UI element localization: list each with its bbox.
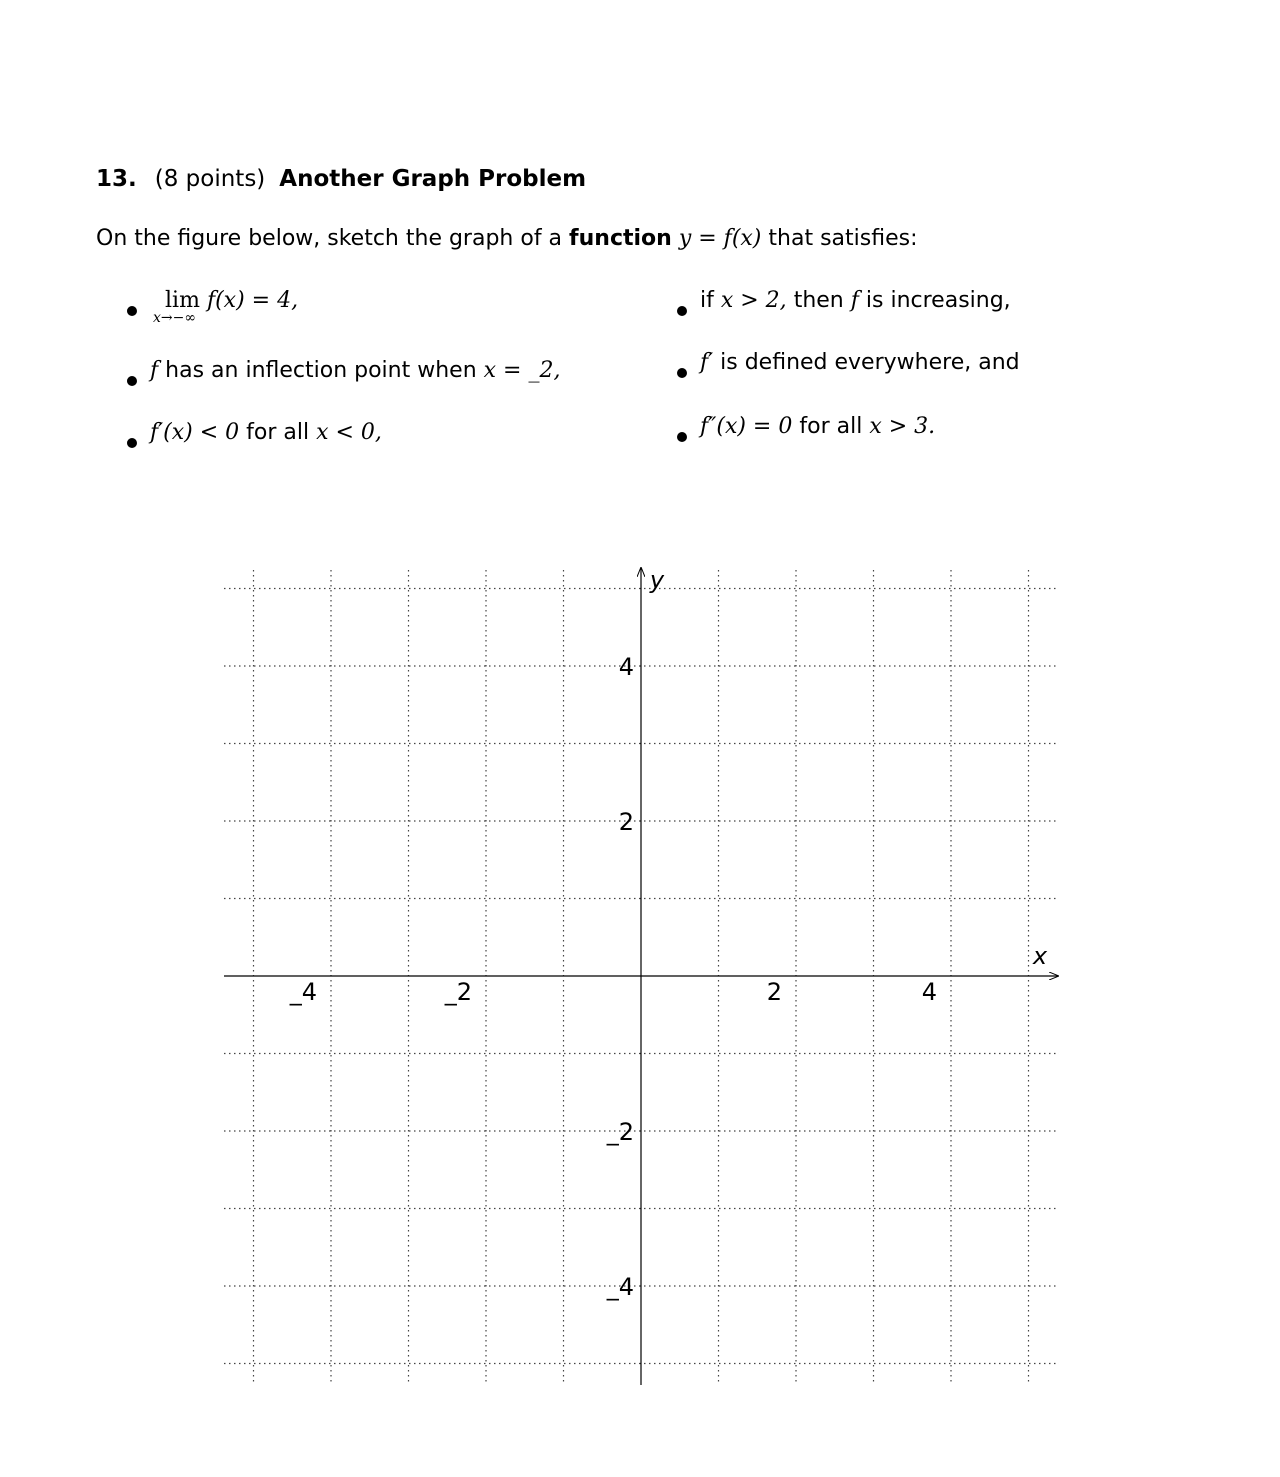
decreasing-math1: f′(x) < 0 [150,420,240,445]
intro-text-before: On the figure below, sketch the graph of a [96,226,563,251]
intro-text-after: that satisfies: [768,226,918,251]
intro-bold-word: function [569,226,672,251]
x-tick-label: _2 [444,978,472,1006]
defined-text: is defined everywhere, and [720,350,1020,375]
y-tick-label: 4 [618,653,634,681]
x-tick-label: _4 [289,978,317,1006]
x-tick-label: 2 [766,978,782,1006]
inflection-f: f [150,358,159,383]
inflection-text: has an inflection point when [165,358,477,383]
increasing-text1: if [700,288,714,313]
y-tick-label: _2 [606,1118,634,1146]
linear-math2: x > 3. [869,414,936,439]
y-tick-label: _4 [606,1273,634,1301]
limit-subscript: x→−∞ [153,310,197,326]
increasing-text3: is increasing, [865,288,1011,313]
increasing-math2: f [850,288,859,313]
x-axis-label: x [1032,942,1048,970]
limit-word: lim [165,288,200,313]
decreasing-text: for all [246,420,310,445]
defined-math: f′ [700,350,714,375]
y-axis-label: y [649,566,665,594]
linear-math1: f″(x) = 0 [700,414,793,439]
intro-math: y = f(x) [678,226,762,251]
x-tick-label: 4 [921,978,937,1006]
problem-number: 13. [96,166,137,192]
decreasing-math2: x < 0, [316,420,382,445]
problem-title: Another Graph Problem [279,166,587,192]
inflection-math: x = _2, [483,358,561,383]
increasing-text2: then [793,288,844,313]
y-tick-label: 2 [618,808,634,836]
limit-expression: f(x) = 4, [206,288,299,313]
problem-points: (8 points) [154,166,266,192]
increasing-math1: x > 2, [720,288,787,313]
linear-text: for all [799,414,863,439]
